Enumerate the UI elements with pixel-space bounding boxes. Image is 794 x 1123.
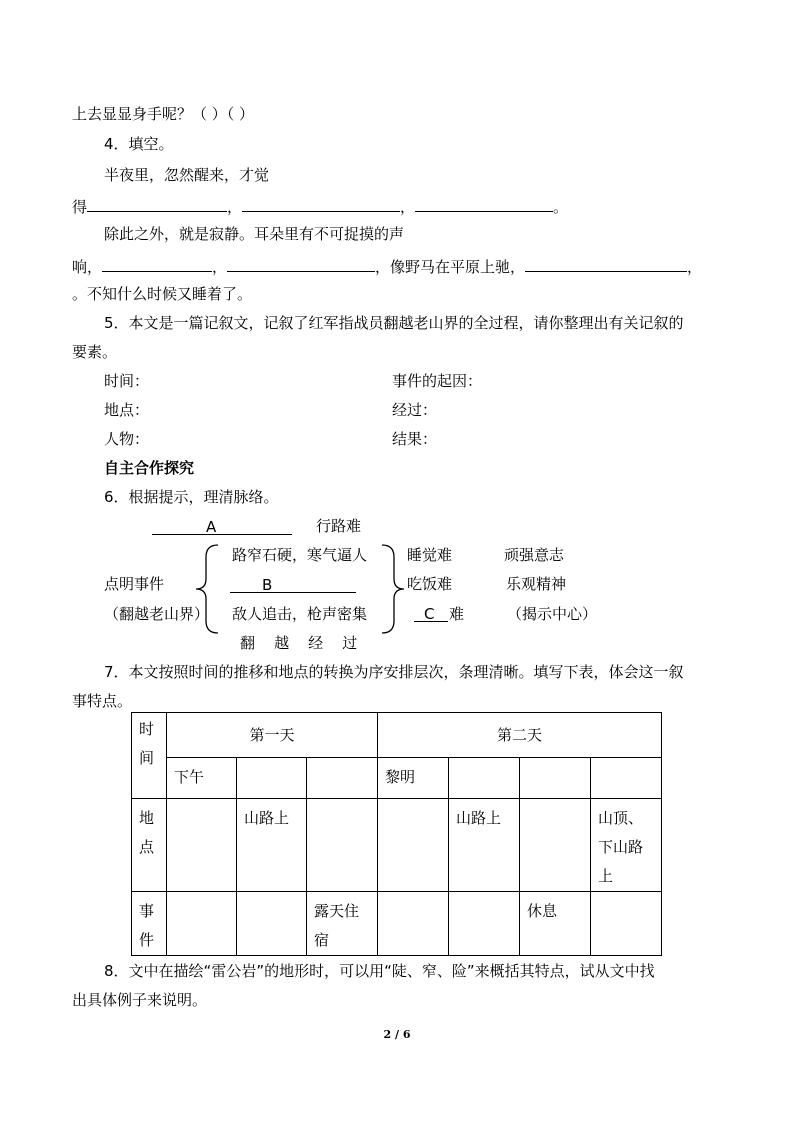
q7-line-1: 7．本文按照时间的推移和地点的转换为序安排层次，条理清晰。填写下表，体会这一叙 — [104, 663, 684, 681]
mid-line-3: 敌人追击，枪声密集 — [232, 605, 368, 623]
table-cell: 下午 — [167, 758, 237, 799]
q4-line-b — [72, 195, 568, 217]
q5-line-2: 要素。 — [72, 343, 118, 361]
table-cell[interactable] — [237, 892, 307, 956]
event-header-cell — [132, 892, 167, 956]
place-header-1: 地 — [139, 809, 155, 827]
timeline-table — [131, 712, 662, 956]
label-process: 经过： — [392, 401, 438, 419]
table-cell[interactable] — [520, 799, 591, 892]
table-cell[interactable] — [449, 892, 520, 956]
day-one-header: 第一天 — [167, 713, 378, 758]
table-cell — [591, 799, 662, 892]
q4-b-start: 得 — [72, 198, 88, 216]
table-cell[interactable] — [237, 758, 307, 799]
label-result: 结果： — [392, 430, 438, 448]
eat-hard: 吃饭难 — [407, 575, 453, 593]
answer-blank[interactable] — [227, 255, 375, 272]
time-header-cell — [132, 713, 167, 799]
table-cell[interactable] — [591, 758, 662, 799]
blank-b-line — [230, 592, 356, 593]
table-cell: 山路上 — [449, 799, 520, 892]
event-header-2: 件 — [139, 931, 155, 949]
event-label: 点明事件 — [104, 575, 165, 593]
label-time: 时间： — [104, 372, 150, 390]
table-cell[interactable] — [378, 892, 449, 956]
table-cell: 休息 — [520, 892, 591, 956]
q4-b-sep1: ， — [227, 198, 243, 216]
c-hard: 难 — [449, 605, 465, 623]
q4-line-a: 半夜里，忽然醒来，才觉 — [104, 166, 270, 184]
mid-line-1: 路窄石硬，寒气逼人 — [232, 546, 368, 564]
reveal-theme: （揭示中心） — [507, 605, 598, 623]
q4-line-c: 除此之外，就是寂静。耳朵里有不可捉摸的声 — [104, 225, 405, 243]
q7-line-2: 事特点。 — [72, 692, 133, 710]
answer-blank[interactable] — [87, 195, 227, 212]
day-two-header: 第二天 — [378, 713, 662, 758]
optimism: 乐观精神 — [506, 575, 567, 593]
table-cell — [307, 892, 378, 956]
table-cell[interactable] — [307, 758, 378, 799]
q4-d-mid: ，像野马在平原上驰， — [375, 258, 526, 276]
label-c: C — [424, 605, 435, 623]
blank-a-line — [152, 534, 292, 535]
place-header-2: 点 — [139, 838, 155, 856]
hard-road-label: 行路难 — [316, 517, 362, 535]
event-sub-label: （翻越老山界） — [104, 605, 210, 623]
event-3-line-2: 宿 — [314, 931, 330, 949]
table-cell[interactable] — [307, 799, 378, 892]
table-cell[interactable] — [167, 799, 237, 892]
answer-blank[interactable] — [415, 195, 553, 212]
q5-line-1: 5．本文是一篇记叙文，记叙了红军指战员翻越老山界的全过程，请你整理出有关记叙的 — [104, 314, 684, 332]
label-place: 地点： — [104, 401, 150, 419]
label-cause: 事件的起因： — [392, 372, 483, 390]
table-cell[interactable] — [378, 799, 449, 892]
answer-blank[interactable] — [525, 255, 687, 272]
table-cell[interactable] — [167, 892, 237, 956]
q4-b-end: 。 — [553, 198, 569, 216]
time-header-2: 间 — [139, 749, 155, 767]
table-cell[interactable] — [520, 758, 591, 799]
q4-heading: 4．填空。 — [104, 135, 174, 153]
left-brace-icon — [192, 543, 222, 635]
sleep-hard: 睡觉难 — [407, 546, 453, 564]
label-b: B — [262, 576, 273, 594]
q6-heading: 6．根据提示，理清脉络。 — [104, 488, 279, 506]
label-a: A — [206, 518, 217, 536]
table-cell[interactable] — [591, 892, 662, 956]
q4-d-start: 响， — [72, 258, 103, 276]
place-7-line-3: 上 — [598, 867, 614, 885]
q8-line-2: 出具体例子来说明。 — [72, 991, 208, 1009]
q4-line-e: 。不知什么时候又睡着了。 — [72, 285, 253, 303]
page-number: 2 / 6 — [383, 1028, 411, 1041]
label-people: 人物： — [104, 430, 150, 448]
table-cell: 山路上 — [237, 799, 307, 892]
answer-blank[interactable] — [102, 255, 212, 272]
event-header-1: 事 — [139, 902, 155, 920]
table-cell: 黎明 — [378, 758, 449, 799]
q4-line-d — [72, 255, 702, 277]
time-header-1: 时 — [139, 720, 155, 738]
q4-d-end: ， — [687, 258, 703, 276]
q3-tail-line: 上去显显身手呢？（ ）（ ） — [72, 105, 255, 123]
q8-line-1: 8．文中在描绘“雷公岩”的地形时，可以用“陡、窄、险”来概括其特点，试从文中找 — [104, 962, 655, 980]
crossing-process: 翻 越 经 过 — [240, 634, 358, 652]
right-brace-icon — [378, 543, 408, 635]
table-cell[interactable] — [449, 758, 520, 799]
q4-b-sep2: ， — [400, 198, 416, 216]
section-heading: 自主合作探究 — [104, 459, 195, 477]
event-3-line-1: 露天住 — [314, 902, 360, 920]
answer-blank[interactable] — [242, 195, 400, 212]
strong-will: 顽强意志 — [504, 546, 565, 564]
place-7-line-2: 下山路 — [598, 838, 644, 856]
place-header-cell — [132, 799, 167, 892]
q4-d-sep1: ， — [212, 258, 228, 276]
place-7-line-1: 山顶、 — [598, 809, 644, 827]
